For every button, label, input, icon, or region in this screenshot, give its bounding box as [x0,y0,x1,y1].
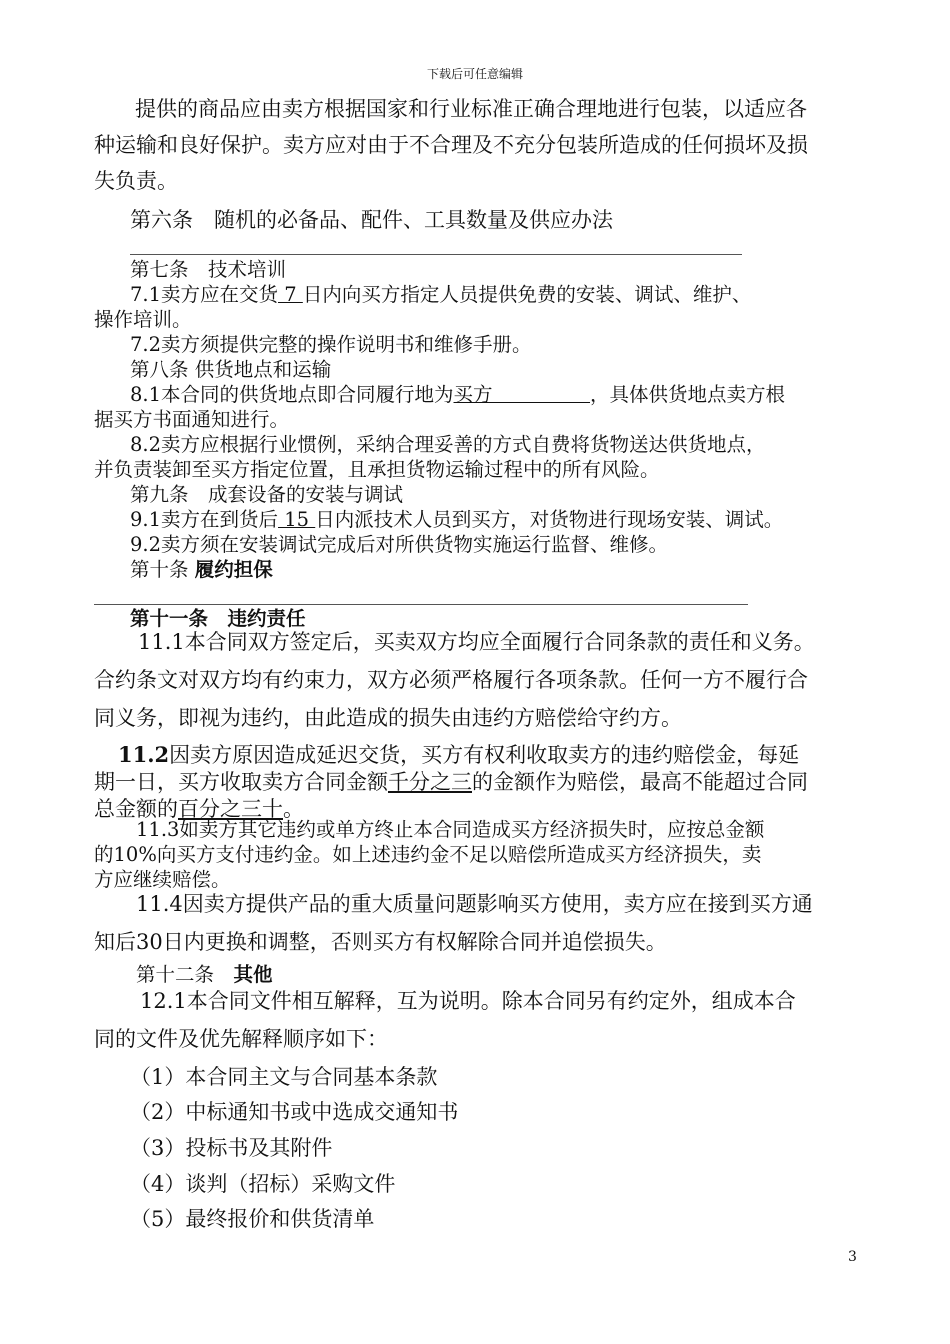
header-note: 下载后可任意编辑 [426,67,523,81]
clause-11-3: 11.3如卖方其它违约或单方终止本合同造成买方经济损失时，应按总金额 [136,818,765,841]
delivery-days: 7 [278,283,303,306]
paragraph-line: 失负责。 [94,169,178,193]
clause-text: 日内向买方指定人员提供免费的安装、调试、维护、 [302,283,752,306]
article-9-title: 第九条 成套设备的安装与调试 [130,483,404,506]
article-8-title: 第八条 供货地点和运输 [130,358,332,381]
list-item: （5）最终报价和供货清单 [130,1207,375,1231]
clause-11-1: 11.1本合同双方签定后，买卖双方均应全面履行合同条款的责任和义务。 [138,630,815,654]
clause-11-3-cont: 的10%向买方支付违约金。如上述违约金不足以赔偿所造成买方经济损失，卖 [94,843,762,866]
paragraph-line: 种运输和良好保护。卖方应对由于不合理及不充分包装所造成的任何损坏及损 [94,133,808,157]
clause-9-1 [130,507,783,533]
clause-text: 的金额作为赔偿，最高不能超过合同 [472,770,808,794]
clause-text: 9.1卖方在到货后 [130,508,279,531]
clause-text: 日内派技术人员到买方，对货物进行现场安装、调试。 [315,508,784,531]
article-label: 第十二条 [136,963,234,986]
article-label: 第十条 [130,558,195,581]
clause-12-1: 12.1本合同文件相互解释，互为说明。除本合同另有约定外，组成本合 [140,989,796,1013]
clause-8-1 [130,382,785,408]
clause-text: 8.1本合同的供货地点即合同履行地为 [130,383,454,406]
clause-11-1-cont: 合约条文对双方均有约束力，双方必须严格履行各项条款。任何一方不履行合 [94,668,808,692]
article-11-title: 第十一条 违约责任 [130,607,306,630]
article-6-title: 第六条 随机的必备品、配件、工具数量及供应办法 [130,208,613,232]
clause-8-1-cont: 据买方书面通知进行。 [94,408,290,431]
clause-7-1 [130,282,751,308]
clause-text: 期一日，买方收取卖方合同金额 [94,770,388,794]
install-days: 15 [278,508,316,531]
clause-9-2: 9.2卖方须在安装调试完成后对所供货物实施运行监督、维修。 [130,533,669,556]
clause-number: 11.2 [118,742,170,767]
clause-text: ，具体供货地点卖方根 [590,383,786,406]
list-item: （3）投标书及其附件 [130,1136,333,1160]
clause-text: 总金额的 [94,797,178,821]
article-heading: 其他 [233,963,273,986]
clause-7-2: 7.2卖方须提供完整的操作说明书和维修手册。 [130,333,532,356]
clause-8-2: 8.2卖方应根据行业惯例，采纳合理妥善的方式自费将货物送达供货地点， [130,433,766,456]
clause-11-1-cont: 同义务，即视为违约，由此造成的损失由违约方赔偿给守约方。 [94,706,682,730]
list-item: （4）谈判（招标）采购文件 [130,1172,396,1196]
blank-line [94,604,748,605]
clause-11-4-cont: 知后30日内更换和调整，否则买方有权解除合同并追偿损失。 [94,930,667,954]
clause-11-4: 11.4因卖方提供产品的重大质量问题影响买方使用，卖方应在接到买方通 [136,892,813,916]
blank-line [130,254,742,255]
clause-text: 7.1卖方应在交货 [130,283,279,306]
clause-11-2 [118,741,799,769]
list-item: （2）中标通知书或中选成交通知书 [130,1100,459,1124]
list-item: （1）本合同主文与合同基本条款 [130,1065,438,1089]
clause-text: 。 [283,797,304,821]
clause-7-1-cont: 操作培训。 [94,308,192,331]
clause-12-1-cont: 同的文件及优先解释顺序如下： [94,1027,388,1051]
clause-text: 因卖方原因造成延迟交货，买方有权利收取卖方的违约赔偿金，每延 [169,743,800,767]
article-12-title [136,962,273,988]
article-10-title [130,557,273,583]
penalty-rate: 千分之三 [388,770,472,794]
page-number: 3 [848,1249,857,1265]
clause-8-2-cont: 并负责装卸至买方指定位置，且承担货物运输过程中的所有风险。 [94,458,660,481]
delivery-place: 买方 [453,383,591,406]
paragraph-line: 提供的商品应由卖方根据国家和行业标准正确合理地进行包装，以适应各 [135,97,807,121]
article-heading: 履约担保 [194,558,273,581]
penalty-cap: 百分之三十 [178,797,283,821]
clause-11-2-cont [94,768,808,796]
article-7-title: 第七条 技术培训 [130,258,287,281]
clause-11-3-cont: 方应继续赔偿。 [94,868,231,891]
